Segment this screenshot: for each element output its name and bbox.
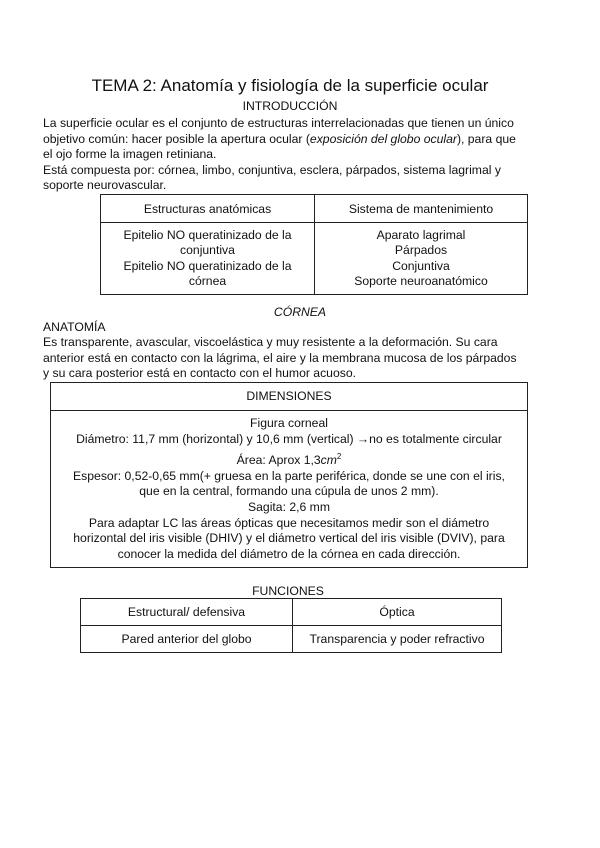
cornea-line-2: anterior está en contacto con la lágrima, el aire y la membrana mucosa de los párpados [43,351,517,365]
dim-area-unit: cm [320,453,337,468]
functions-table [80,598,502,653]
cell-line: Conjuntiva [392,258,450,273]
functions-heading: FUNCIONES [252,584,324,598]
dim-espesor-1: Espesor: 0,52-0,65 mm(+ gruesa en la parte periférica, donde se une con el iris, [73,468,505,483]
cell-line: córnea [188,274,227,288]
dim-lc-3: conocer la medida del diámetro de la córnea en cada dirección. [117,546,461,561]
dim-sagita: Sagita: 2,6 mm [248,500,330,515]
table-header-cell: Óptica [293,599,502,626]
cell-line: Párpados [394,243,448,257]
dim-espesor-2: que en la central, formando una cúpula de unos 2 mm). [139,484,439,499]
intro-line-3: el ojo forme la imagen retiniana. [43,147,217,161]
dimensions-heading: DIMENSIONES [51,383,527,411]
intro-line-1: La superficie ocular es el conjunto de estructuras interrelacionadas que tienen un único [43,116,514,130]
table-cell-maintenance [315,223,528,295]
cell-line: Epitelio NO queratinizado de la [123,227,292,242]
intro-line-4: Está compuesta por: córnea, limbo, conjuntiva, esclera, párpados, sistema lagrimal y [43,163,501,177]
table-cell: Transparencia y poder refractivo [293,626,502,653]
dimensions-body [51,411,527,562]
cell-line: Epitelio NO queratinizado de la [123,258,292,273]
cell-line: Aparato lagrimal [376,227,466,242]
cell-line: conjuntiva [180,243,235,257]
intro-line-2 [43,132,563,148]
table-cell-structures [101,223,315,295]
intro-line-2-emphasis: exposición del globo ocular [309,132,457,146]
table-header-row [81,599,502,626]
intro-heading: INTRODUCCIÓN [242,99,338,113]
table-header-cell: Sistema de mantenimiento [315,195,528,223]
dim-area-text: Área: Aprox 1,3 [236,453,321,468]
table-row [81,626,502,653]
table-header-row [101,195,528,223]
dim-lc-2: horizontal del iris visible (DHIV) y el diámetro vertical del iris visible (DVIV), para [73,531,505,546]
intro-line-2a: objetivo común: hacer posible la apertura ocular ( [43,132,310,146]
dim-lc-1: Para adaptar LC las áreas ópticas que necesitamos medir son el diámetro [88,515,490,530]
intro-line-2b: ), para que [456,132,516,146]
dim-figura: Figura corneal [250,416,328,430]
cornea-heading: CÓRNEA [273,305,327,319]
anatomy-heading: ANATOMÍA [43,320,106,334]
table-row [101,223,528,295]
cornea-line-3: y su cara posterior está en contacto con el humor acuoso. [43,366,356,380]
dim-area [51,449,527,469]
table-header-cell: Estructuras anatómicas [101,195,315,223]
dim-diametro: Diámetro: 11,7 mm (horizontal) y 10,6 mm (vertical) →no es totalmente circular [76,431,502,446]
table-cell: Pared anterior del globo [81,626,293,653]
page-title: TEMA 2: Anatomía y fisiología de la superficie ocular [91,76,489,95]
intro-line-5: soporte neurovascular. [43,178,167,192]
dimensions-box [50,382,528,568]
cornea-line-1: Es transparente, avascular, viscoelástica y muy resistente a la deformación. Su cara [43,335,498,349]
table-header-cell: Estructural/ defensiva [81,599,293,626]
structures-table [100,194,528,295]
cell-line: Soporte neuroanatómico [354,274,488,288]
dim-area-exp: 2 [336,452,342,462]
